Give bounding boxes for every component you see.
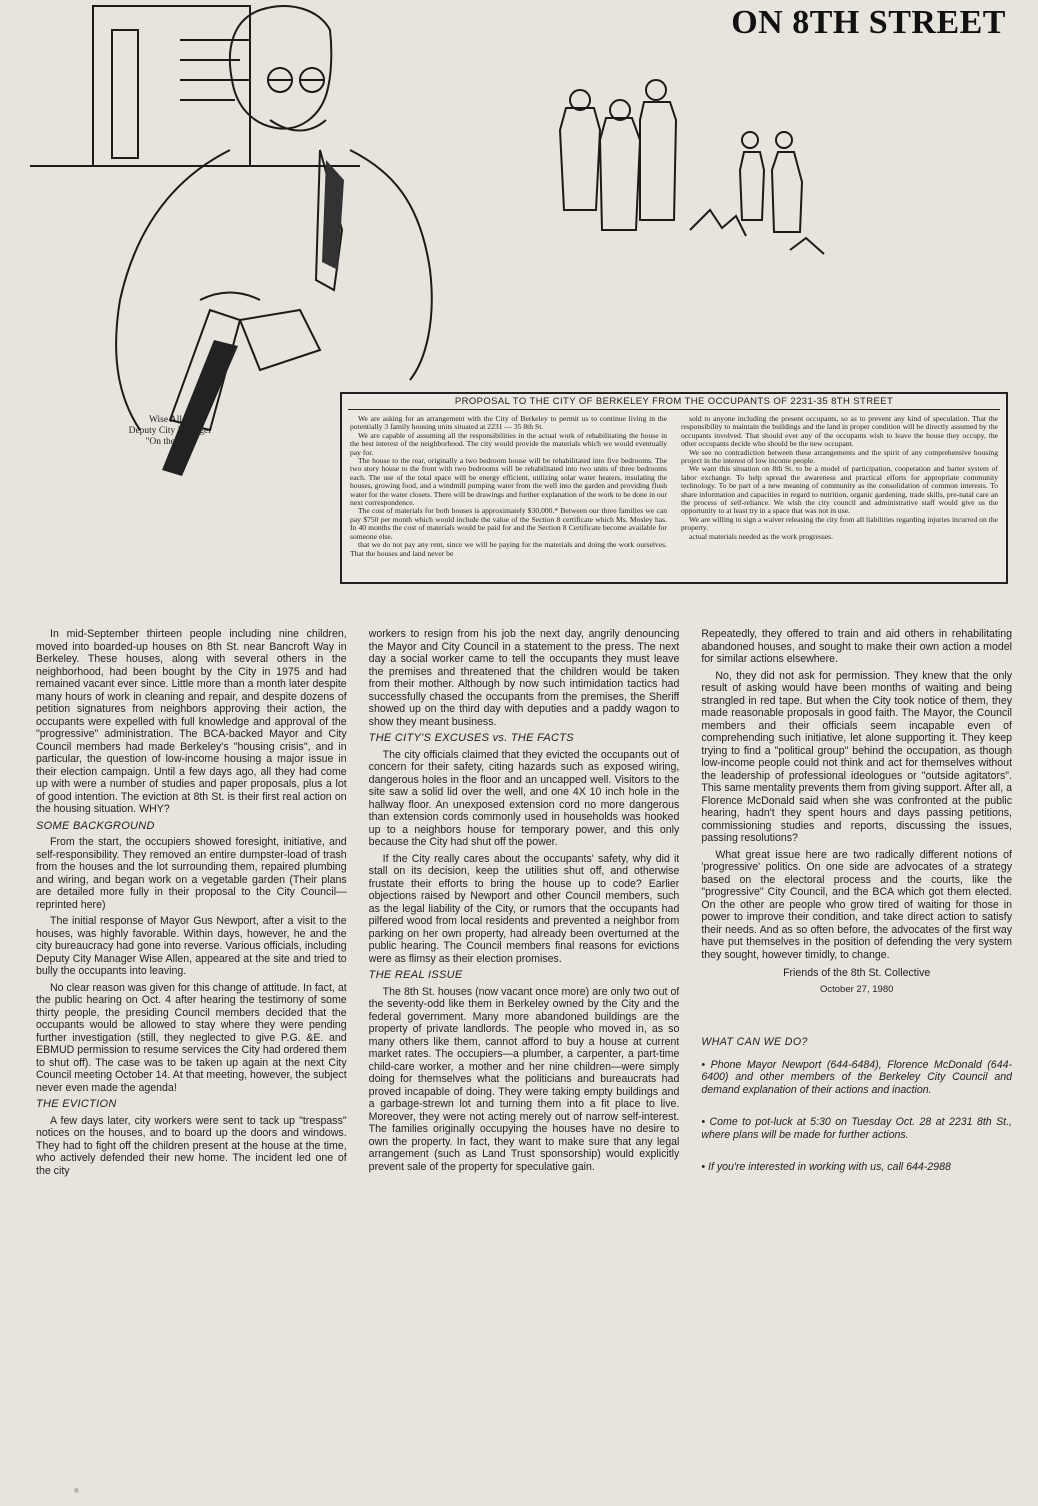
proposal-paragraph: sold to anyone including the present occupants, so as to prevent any kind of speculation. That the responsibility to maintain the buildings and the land in proper condition will be directly assumed by the occupants involved. That should ever any of the occupants wish to leave the house they occupy, the other occupants decide who should be the new occupant. <box>681 414 998 449</box>
caption-name: Wise Allen <box>148 415 192 425</box>
proposal-title: PROPOSAL TO THE CITY OF BERKELEY FROM THE OCCUPANTS OF 2231-35 8TH STREET <box>348 394 1000 410</box>
article-paragraph: No clear reason was given for this change of attitude. In fact, at the public hearing on Oct. 4 after hearing the testimony of some thirty people, the presiding Council members decided that the occupants would be allowed to stay where they were pending further investigation (still, they neglected to give P.G. &E. and EBMUD permission to resume services the City had ordered them to shut off). The case was to be taken up again at the next City Council meeting October 14. At that meeting, however, the subject never even made the agenda! <box>36 981 347 1094</box>
proposal-paragraph: We see no contradiction between these arrangements and the spirit of any comprehensive housing project in the interest of low income people. <box>681 447 998 466</box>
signature-date: October 27, 1980 <box>819 983 894 995</box>
caption-tag: "On the Job" <box>145 437 195 447</box>
section-heading: THE CITY'S EXCUSES vs. THE FACTS <box>368 732 574 744</box>
section-heading: THE EVICTION <box>36 1098 117 1110</box>
article-body <box>36 628 1012 1468</box>
article-paragraph: The 8th St. houses (now vacant once more) are only two out of the seventy-odd like them in Berkeley owned by the City and the federal government. Many more abandoned buildings are the property of private landlords. The people who moved in, as so many others like them, cannot afford to buy a house at current market rates. The occupiers—a plumber, a carpenter, a part-time child-care worker, a mother and her nine children—were simply doing for themselves what the politicians and bureaucrats had proved incapable of doing. They were taking empty buildings and a garbage-strewn lot and turning them into a fit place to live. Moreover, they were not acting merely out of narrow self-interest. The families originally occupying the houses have no desire to own the property. In fact, they want to make sure that any legal arrangement (such as Land Trust sponsorship) would explicitly prevent sale of the property for speculative gain. <box>368 985 680 1173</box>
proposal-column-2 <box>681 415 998 558</box>
article-paragraph: What great issue here are two radically different notions of 'progressive' politics. On one side are advocates of a strategy based on the electoral process and the courts, like the "progressive" City Council, and the BCA which got them elected. On the other are people who grow tired of waiting for those in power to improve their condition, and take direct action to satisfy their needs. And as so often before, the advocates of the first way have put themselves in the position of defending the very system they sought, however timidly, to change. <box>701 848 1013 961</box>
article-paragraph: The initial response of Mayor Gus Newport, after a visit to the houses, was highly favorable. Within days, however, he and the city bureaucracy had gone into reverse. Various officials, including Deputy City Manager Wise Allen, appeared at the site and tried to bully the occupants into leaving. <box>36 915 347 977</box>
article-paragraph: From the start, the occupiers showed foresight, initiative, and self-responsibility. They removed an entire dumpster-load of trash from the houses and the lot surrounding them, repaired plumbing and wiring, and began work on a vegetable garden (Their plans are detailed more fully in their proposal to the City Council—reprinted here) <box>36 836 347 911</box>
article-paragraph: If the City really cares about the occupants' safety, why did it stall on its decision, keep the utilities shut off, and otherwise frustate their efforts to bring the house up to code? Earlier objections raised by Newport and other Council members, such as the legal liability of the City, or rumors that the occupants had pilfered wood from local residents and prevented a neighbor from parking on her own property, had already been overturned at the public hearing. The Council members final reasons for evictions were as flimsy as their election promises. <box>368 852 680 965</box>
article-column-3 <box>701 628 1012 1468</box>
paper-speck <box>74 1488 79 1493</box>
section-heading: SOME BACKGROUND <box>36 819 155 832</box>
proposal-paragraph: We are willing to sign a waiver releasing the city from all liabilities regarding injuries incurred on the property. <box>681 514 998 533</box>
action-item: • If you're interested in working with us, call 644-2988 <box>701 1161 951 1173</box>
action-item: • Phone Mayor Newport (644-6484), Florence McDonald (644-6400) and other members of the Berkeley City Council and demand explanation of their actions and inaction. <box>701 1058 1013 1096</box>
headline: ON 8TH STREET <box>731 4 1006 41</box>
caption-title: Deputy City Manager <box>128 426 212 436</box>
proposal-paragraph: The house to the rear, originally a two bedroom house will be rehabilitated into five bedrooms. The two story house to the front with two bedrooms will be rehabilitated into two units of three bedrooms each. The use of the total space will be energy efficient, utilizing solar water heaters, insulating the houses, growing food, and a windmill pumping water from the well into the garden and providing flush water for the water closets. There will be drawings and further explanation of the work to be done in our next correspondence. <box>350 456 668 508</box>
section-heading: THE REAL ISSUE <box>368 969 463 981</box>
proposal-paragraph: actual materials needed as the work progresses. <box>689 531 834 541</box>
photo-caption <box>100 415 240 448</box>
proposal-column-1 <box>350 415 667 558</box>
proposal-paragraph: We are capable of assuming all the responsibilities in the actual work of rehabilitating the house in the best interest of the neighborhood. The city would provide the materials which we would eventually pay for. <box>350 430 667 457</box>
proposal-paragraph: The cost of materials for both houses is approximately $30,000.* Between our three families we can pay $750 per month which would include the value of the Section 8 certificate which Ms. Mosley has. In 40 months the cost of materials would be paid for and the Section 8 Certificate become available for someone else. <box>350 506 667 541</box>
article-paragraph: Repeatedly, they offered to train and aid others in rehabilitating abandoned houses, and sought to make their own action a model for similar actions elsewhere. <box>701 628 1013 665</box>
article-paragraph: The city officials claimed that they evicted the occupants out of concern for their safety, citing hazards such as exposed wiring, dangerous holes in the floor and an uncapped well. Visitors to the site saw a solid lid over the well, and one 4X 10 inch hole in the hallway floor. An unexposed extension cord no more dangerous than extension cords commonly used in households was hooked up to a neighbors house for temporary power, and this only because the City had shut off the power. <box>368 748 680 848</box>
article-paragraph: No, they did not ask for permission. They knew that the only result of asking would have been months of waiting and being strangled in red tape. But when the City took notice of them, they made reasonable proposals in good faith. The Mayor, the Council members and their officials seem incapable even of comprehending such initiative, let alone supporting it. They keep trying to find a "political group" behind the occupation, as though low-income people could not think and act for themselves without the leadership of professional ideologues or "outside agitators". This same mentality prevents them from giving support. After all, a Florence McDonald said when she was confronted at the public hearing, hadn't they spent hours and days passing petitions, commissioning studies and reports, discussing the issues, passing resolutions? <box>701 669 1013 844</box>
proposal-paragraph: We are asking for an arrangement with the City of Berkeley to permit us to continue living in the potentially 3 family housing units situated at 2231 — 35 8th St. <box>350 414 667 432</box>
action-heading: WHAT CAN WE DO? <box>701 1036 808 1048</box>
article-paragraph: A few days later, city workers were sent to tack up "trespass" notices on the houses, and to board up the doors and windows. They had to fight off the children present at the house at the time, who actively defended their new home. The incident led one of the city <box>36 1114 347 1177</box>
action-item: • Come to pot-luck at 5:30 on Tuesday Oct. 28 at 2231 8th St., where plans will be made for further actions. <box>701 1116 1013 1141</box>
proposal-paragraph: that we do not pay any rent, since we will be paying for the materials and doing the work ourselves. That the houses and land never be <box>350 540 667 558</box>
article-column-2 <box>369 628 680 1468</box>
proposal-box <box>340 392 1008 584</box>
article-column-1 <box>36 628 347 1468</box>
article-paragraph: In mid-September thirteen people including nine children, moved into boarded-up houses on 8th St. near Bancroft Way in Berkeley. These houses, along with several others in the neighborhood, had been bought by the City in 1975 and had remained vacant ever since. Little more than a month later despite many hours of work in cleaning and repair, and despite dozens of petition signatures from neighbors approving their action, the occupants were expelled with full knowledge and approval of the "progressive" administration. The BCA-backed Mayor and City Council members had made Berkeley's "housing crisis", and in particular, the question of low-income housing a major issue in their election campaign. Until a few days ago, all they had come up with were a number of studies and paper proposals, plus a lot of good intention. The eviction at 8th St. is their first real action on the housing situation. WHY? <box>36 628 347 815</box>
signature: Friends of the 8th St. Collective <box>783 967 931 979</box>
article-paragraph: workers to resign from his job the next day, angrily denouncing the Mayor and City Council in a statement to the press. The next day a social worker came to tell the occupants they must leave the premises and threatened that the children would be taken from their mother. Although by now such intimidation tactics had successfully chased the occupants from the premises, the Sheriff showed up on the third day with deputies and a paddy wagon to show they meant business. <box>368 628 680 728</box>
proposal-paragraph: We want this situation on 8th St. to be a model of participation, cooperation and barter system of labor exchange. To help spread the awareness and practical efforts for appropriate community technology. To be part of a new meaning of community as the consolidation of common interests. To share information and capacities in regard to nutrition, organic gardening, trade skills, pre-natal care an the process of self-reliance. We wish the city council and administrative staff would give us the opportunity to at least try in a space that was not in use. <box>681 464 998 516</box>
